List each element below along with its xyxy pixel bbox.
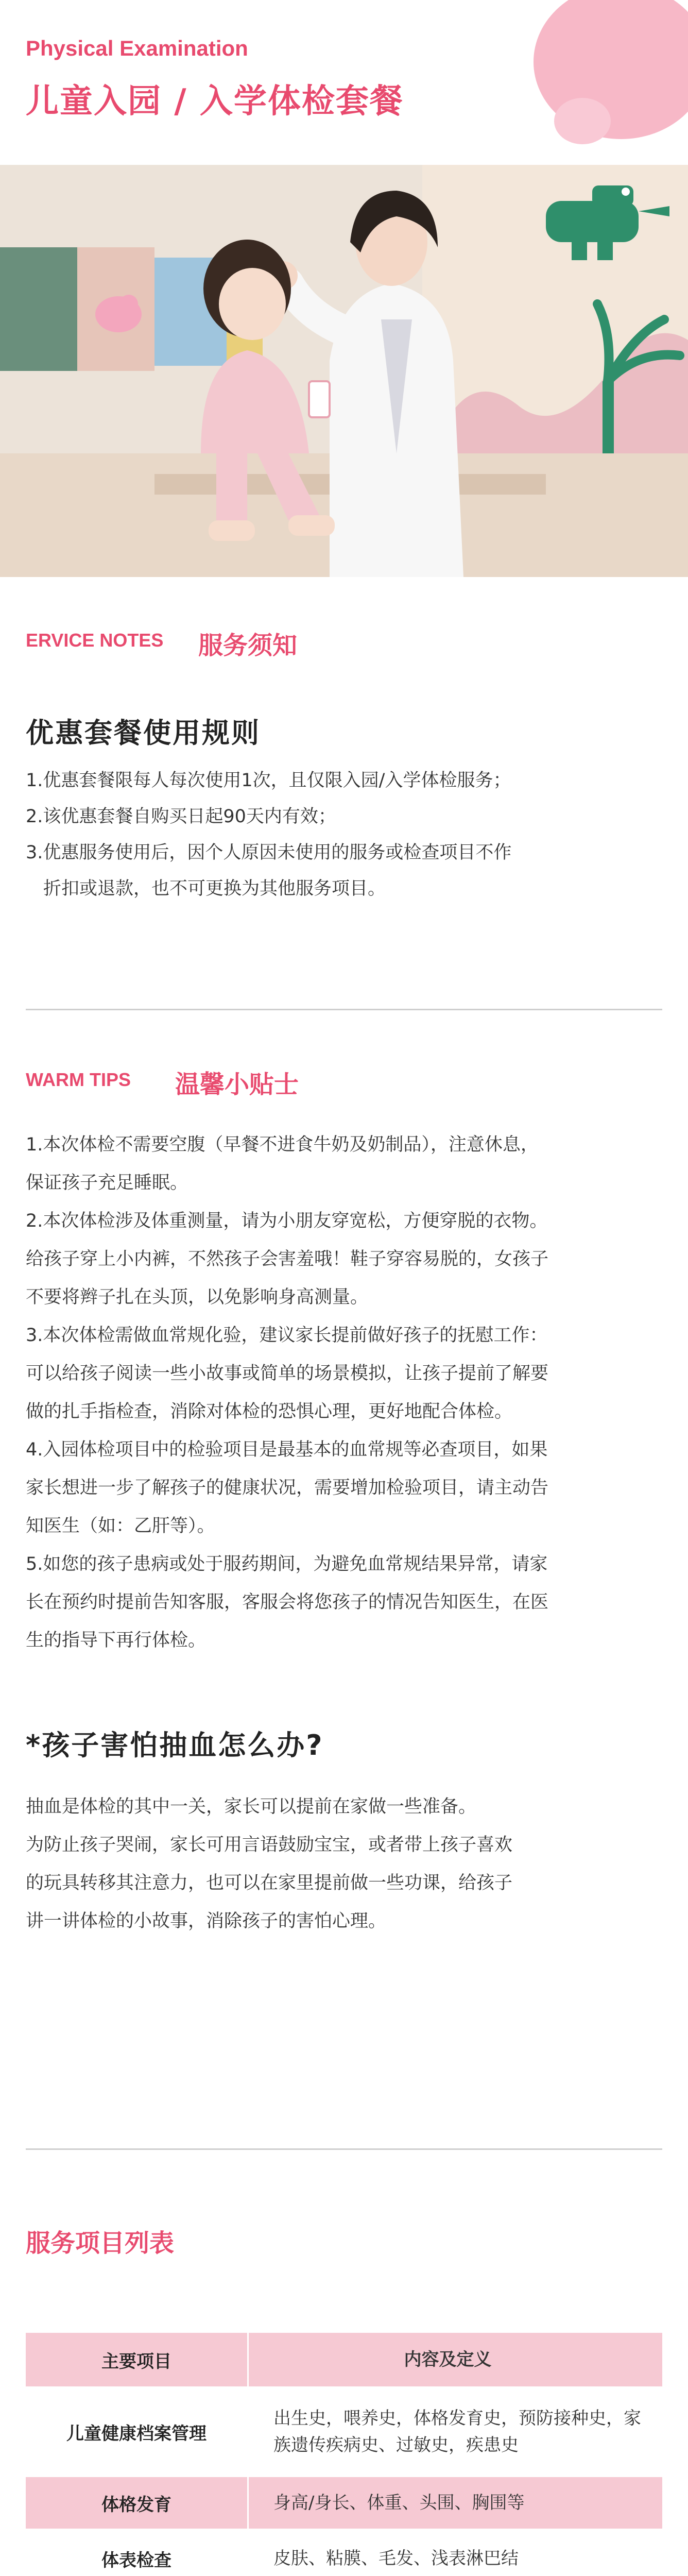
row-item: 体表检查 xyxy=(26,2533,249,2576)
tip-line: 4.入园体检项目中的检验项目是最基本的血常规等必查项目，如果 xyxy=(26,1439,548,1460)
warm-tips-heading: 温馨小贴士 xyxy=(175,1070,299,1099)
tip-line: 1.本次体检不需要空腹（早餐不进食牛奶及奶制品），注意休息， xyxy=(26,1134,539,1155)
tip-line: 2.本次体检涉及体重测量，请为小朋友穿宽松，方便穿脱的衣物。 xyxy=(26,1211,548,1231)
row-content: 身高/身长、体重、头围、胸围等 xyxy=(249,2477,662,2529)
blood-fear-line: 的玩具转移其注意力，也可以在家里提前做一些功课，给孩子 xyxy=(26,1873,513,1893)
hero-illustration xyxy=(0,165,688,577)
blood-fear-title: *孩子害怕抽血怎么办? xyxy=(26,1729,324,1761)
rule-line: 3.优惠服务使用后，因个人原因未使用的服务或检查项目不作 xyxy=(26,842,512,863)
page-header xyxy=(0,0,688,165)
service-list-heading: 服务项目列表 xyxy=(26,2229,175,2258)
tip-line: 保证孩子充足睡眠。 xyxy=(26,1173,188,1193)
row-content: 出生史，喂养史，体格发育史，预防接种史，家族遗传疾病史、过敏史，疾患史 xyxy=(249,2391,662,2473)
decorative-blob xyxy=(554,98,611,144)
header-eyebrow: Physical Examination xyxy=(26,36,248,60)
rules-list xyxy=(26,762,664,907)
rule-line: 折扣或退款，也不可更换为其他服务项目。 xyxy=(43,878,386,899)
service-notes-heading: 服务须知 xyxy=(198,631,298,660)
divider xyxy=(26,1009,662,1010)
tip-line: 可以给孩子阅读一些小故事或简单的场景模拟，让孩子提前了解要 xyxy=(26,1363,549,1384)
warm-tips-en: WARM TIPS xyxy=(26,1069,131,1090)
rule-line: 2.该优惠套餐自购买日起90天内有效； xyxy=(26,806,336,827)
service-notes-en: ERVICE NOTES xyxy=(26,630,164,651)
tip-line: 家长想进一步了解孩子的健康状况，需要增加检验项目，请主动告 xyxy=(26,1478,549,1498)
tip-line: 不要将辫子扎在头顶，以免影响身高测量。 xyxy=(26,1287,369,1308)
hero-photo xyxy=(0,165,688,577)
divider xyxy=(26,2148,662,2150)
rule-line: 1.优惠套餐限每人每次使用1次，且仅限入园/入学体检服务； xyxy=(26,770,511,791)
tip-line: 给孩子穿上小内裤，不然孩子会害羞哦！鞋子穿容易脱的，女孩子 xyxy=(26,1249,549,1269)
tip-line: 知医生（如：乙肝等）。 xyxy=(26,1516,215,1536)
tip-line: 生的指导下再行体检。 xyxy=(26,1630,207,1651)
service-table xyxy=(26,2329,662,2576)
tip-line: 做的扎手指检查，消除对体检的恐惧心理，更好地配合体检。 xyxy=(26,1401,513,1422)
page-title: 儿童入园 / 入学体检套餐 xyxy=(26,82,404,121)
blood-fear-line: 讲一讲体检的小故事，消除孩子的害怕心理。 xyxy=(26,1911,387,1931)
blood-fear-text xyxy=(26,1788,664,1940)
table-row xyxy=(26,2533,662,2576)
table-header-row xyxy=(26,2333,662,2386)
warm-tips-list xyxy=(26,1126,664,1659)
tip-line: 5.如您的孩子患病或处于服药期间，为避免血常规结果异常，请家 xyxy=(26,1554,548,1574)
blood-fear-line: 为防止孩子哭闹，家长可用言语鼓励宝宝，或者带上孩子喜欢 xyxy=(26,1835,513,1855)
blood-fear-line: 抽血是体检的其中一关，家长可以提前在家做一些准备。 xyxy=(26,1797,477,1817)
table-row xyxy=(26,2477,662,2529)
row-item: 体格发育 xyxy=(26,2477,249,2529)
tip-line: 3.本次体检需做血常规化验，建议家长提前做好孩子的抚慰工作： xyxy=(26,1325,548,1346)
table-row xyxy=(26,2391,662,2473)
table-header-item: 主要项目 xyxy=(26,2333,249,2386)
row-content: 皮肤、粘膜、毛发、浅表淋巴结 xyxy=(249,2533,662,2576)
table-header-content: 内容及定义 xyxy=(249,2333,662,2386)
tip-line: 长在预约时提前告知客服，客服会将您孩子的情况告知医生，在医 xyxy=(26,1592,549,1613)
row-item: 儿童健康档案管理 xyxy=(26,2391,249,2473)
rules-title: 优惠套餐使用规则 xyxy=(26,717,261,749)
